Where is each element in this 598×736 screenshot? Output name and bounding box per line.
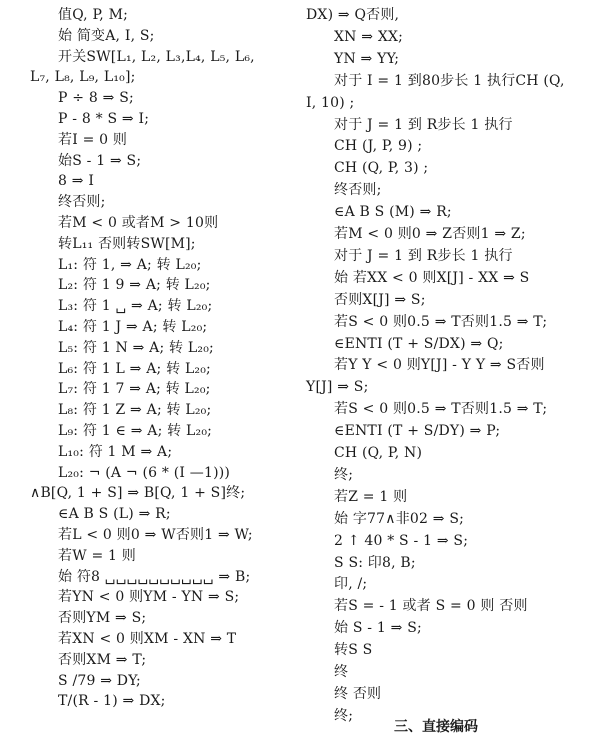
code-line: 值Q, P, M; [58, 7, 129, 23]
code-line: L₁₀: 符 1 M ⇒ A; [58, 443, 173, 460]
code-line: L₅: 符 1 N ⇒ A; 转 L₂₀; [58, 339, 214, 356]
code-line: 若S < 0 则0.5 ⇒ T否则1.5 ⇒ T; [334, 313, 548, 330]
code-line: 终 否则 [334, 685, 382, 702]
code-line: 印, /; [334, 576, 368, 593]
code-line: 对于 J = 1 到 R步长 1 执行 [334, 247, 513, 264]
code-line: 若L < 0 则0 ⇒ W否则1 ⇒ W; [58, 527, 253, 543]
code-line: S /79 ⇒ DY; [58, 672, 141, 689]
code-line: S S: 印8, B; [334, 554, 416, 571]
code-line: P ÷ 8 ⇒ S; [58, 90, 134, 107]
code-line: 若YN < 0 则YM - YN ⇒ S; [58, 589, 240, 606]
code-line: I, 10) ; [306, 94, 355, 111]
code-line: 若Z = 1 则 [334, 488, 408, 505]
code-line: L₇: 符 1 7 ⇒ A; 转 L₂₀; [58, 381, 211, 398]
code-line: 始 S - 1 ⇒ S; [334, 620, 422, 637]
code-line: 若S = - 1 或者 S = 0 则 否则 [334, 598, 528, 615]
code-line: 若W = 1 则 [58, 547, 136, 564]
code-line: 终; [334, 707, 354, 724]
code-line: 转L₁₁ 否则转SW[M]; [58, 235, 196, 252]
code-line: 始 若XX < 0 则X[J] - XX ⇒ S [334, 269, 530, 286]
code-line: L₂: 符 1 9 ⇒ A; 转 L₂₀; [58, 277, 211, 294]
code-line: L₆: 符 1 L ⇒ A; 转 L₂₀; [58, 360, 211, 377]
code-line: 终 [334, 664, 349, 680]
code-line: ∈ENTI (T + S/DY) ⇒ P; [334, 423, 501, 440]
code-line: 终否则; [58, 194, 106, 211]
code-line: P - 8 * S ⇒ I; [58, 111, 150, 127]
code-line: 若I = 0 则 [58, 131, 128, 148]
code-line: YN ⇒ YY; [334, 50, 400, 67]
code-line: L₄: 符 1 J ⇒ A; 转 L₂₀; [58, 319, 208, 335]
code-line: T/(R - 1) ⇒ DX; [58, 693, 166, 710]
code-line: 开关SW[L₁, L₂, L₃,L₄, L₅, L₆, [58, 48, 255, 65]
code-line: 否则YM ⇒ S; [58, 610, 147, 627]
code-line: 8 ⇒ I [58, 173, 95, 190]
code-line: ∈A B S (M) ⇒ R; [334, 204, 452, 221]
code-line: 否则X[J] ⇒ S; [334, 291, 426, 308]
code-line: 始 字77∧非02 ⇒ S; [334, 510, 465, 527]
code-line: ∈ENTI (T + S/DX) ⇒ Q; [334, 335, 504, 352]
code-line: 若M < 0 则0 ⇒ Z否则1 ⇒ Z; [334, 226, 526, 242]
code-line: L₁: 符 1, ⇒ A; 转 L₂₀; [58, 256, 202, 273]
code-line: 否则XM ⇒ T; [58, 651, 147, 668]
code-line: CH (J, P, 9) ; [334, 138, 423, 155]
code-line: XN ⇒ XX; [334, 28, 404, 45]
code-line: CH (Q, P, N) [334, 445, 423, 461]
code-line: 始 符8 ␣␣␣␣␣␣␣␣␣␣ ⇒ B; [58, 568, 251, 585]
code-line: 若XN < 0 则XM - XN ⇒ T [58, 631, 237, 647]
code-line: 终; [334, 466, 354, 483]
code-line: CH (Q, P, 3) ; [334, 160, 429, 177]
code-line: DX) ⇒ Q否则, [306, 7, 400, 23]
code-line: L₈: 符 1 Z ⇒ A; 转 L₂₀; [58, 402, 212, 419]
code-line: 若S < 0 则0.5 ⇒ T否则1.5 ⇒ T; [334, 401, 548, 418]
code-line: 2 ↑ 40 * S - 1 ⇒ S; [334, 532, 469, 549]
code-line: L₉: 符 1 ∈ ⇒ A; 转 L₂₀; [58, 423, 213, 439]
code-line: 始 简变A, I, S; [58, 27, 155, 44]
code-line: 对于 I = 1 到80步长 1 执行CH (Q, [334, 72, 565, 89]
code-line: 转S S [334, 642, 373, 659]
code-line: ∈A B S (L) ⇒ R; [58, 506, 171, 523]
code-line: 始S - 1 ⇒ S; [58, 152, 142, 169]
code-line: 若Y Y < 0 则Y[J] - Y Y ⇒ S否则 [334, 357, 545, 374]
code-line: ∧B[Q, 1 + S] ⇒ B[Q, 1 + S]终; [30, 485, 246, 502]
section-heading: 三、直接编码 [394, 719, 478, 735]
code-line: 对于 J = 1 到 R步长 1 执行 [334, 116, 513, 133]
code-line: L₃: 符 1 ␣ ⇒ A; 转 L₂₀; [58, 298, 213, 315]
code-line: L₇, L₈, L₉, L₁₀]; [30, 69, 136, 86]
code-line: 若M < 0 或者M > 10则 [58, 215, 219, 231]
code-line: 终否则; [334, 182, 382, 199]
code-line: Y[J] ⇒ S; [306, 379, 369, 396]
code-line: L₂₀: ¬ (A ¬ (6 * (I —1))) [58, 464, 231, 481]
